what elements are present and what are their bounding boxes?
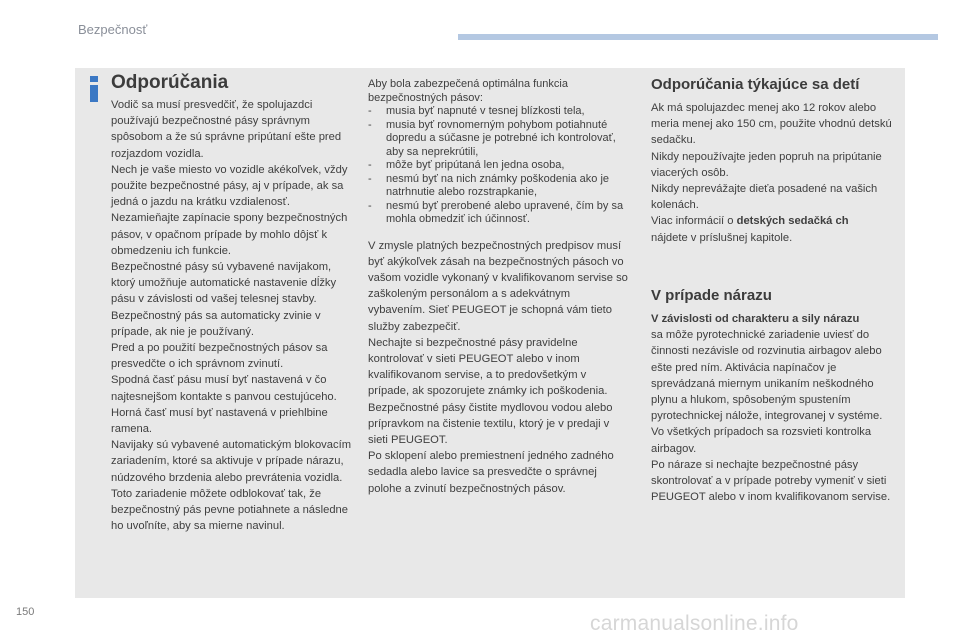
watermark: carmanualsonline.info (590, 612, 799, 635)
paragraph: Nikdy nepoužívajte jeden popruh na pripútanie viacerých osôb. (651, 150, 882, 179)
section-label: Bezpečnosť (78, 22, 148, 37)
paragraph: Bezpečnostné pásy čistite mydlovou vodou alebo prípravkom na čistenie textilu, ktorý je v predaji v sieti PEUGEOT. (368, 401, 613, 446)
list-item: - nesmú byť prerobené alebo upravené, čím by sa mohla obmedziť ich účinnosť. (368, 199, 624, 225)
paragraph: Vodič sa musí presvedčiť, že spolujazdci používajú bezpečnostné pásy správnym spôsobom a že sú správne pripútaní ešte pred rozjazdom vozidla. (111, 99, 342, 160)
header-accent-bar (458, 34, 938, 40)
recommendations-title: Odporúčania (111, 72, 229, 93)
paragraph: Po sklopení alebo premiestnení jedného zadného sedadla alebo lavice sa presvedčte o správnej polohe a zvinutí bezpečnostných pásov. (368, 450, 614, 495)
kids-column (651, 100, 901, 246)
paragraph: V zmysle platných bezpečnostných predpisov musí byť akýkoľvek zásah na bezpečnostných pásoch vo vašom vozidle vykonaný v kvalifikovanom servise so zaškoleným personálom a s adekvátnym vybavením. Sieť PEUGEOT je schopná vám tieto služby zabezpečiť. (368, 239, 628, 333)
paragraph: sa môže pyrotechnické zariadenie uviesť do činnosti nezávisle od rozvinutia airbagov alebo ešte pred ním. Aktivácia napínačov je sprevádzaná miernym unikaním neškodného plynu a hlukom, spôsobeným spustením pyrotechnickej nálože, integrovanej v systéme. (651, 329, 883, 423)
recommendations-column (111, 97, 356, 534)
belt-usage-column (368, 78, 630, 497)
paragraph: Vo všetkých prípadoch sa rozsvieti kontrolka airbagov. (651, 426, 872, 455)
reference-paragraph: Viac informácií o detských sedačká ch nájdete v príslušnej kapitole. (651, 215, 849, 244)
crash-title: V prípade nárazu (651, 287, 772, 304)
list-item: - musia byť napnuté v tesnej blízkosti tela, (368, 105, 585, 117)
paragraph: Spodná časť pásu musí byť nastavená v čo najtesnejšom kontakte s panvou cestujúceho. (111, 374, 337, 403)
paragraph: Pred a po použití bezpečnostných pásov sa presvedčte o ich správnom zvinutí. (111, 342, 328, 371)
crash-column (651, 311, 901, 505)
paragraph: Nechajte si bezpečnostné pásy pravidelne kontrolovať v sieti PEUGEOT alebo v inom kvalifikovanom servise, a to predovšetkým v prípade, ak spozorujete známky ich poškodenia. (368, 336, 608, 398)
paragraph: Ak má spolujazdec menej ako 12 rokov alebo meria menej ako 150 cm, použite vhodnú detskú sedačku. (651, 102, 892, 147)
list-item: - musia byť rovnomerným pohybom potiahnuté dopredu a súčasne je potrebné ich kontrolovať, aby sa neprekrútili, (368, 118, 616, 158)
paragraph: Bezpečnostné pásy sú vybavené navijakom, ktorý umožňuje automatické nastavenie dĺžky pásu v závislosti od vašej telesnej stavby. Bezpečnostný pás sa automaticky zvinie v prípade, ak nie je používaný. (111, 261, 337, 338)
paragraph: Horná časť musí byť nastavená v priehlbine ramena. (111, 406, 328, 436)
reference-link-text: detských sedačká ch (736, 215, 849, 228)
list-item: - môže byť pripútaná len jedna osoba, (368, 159, 565, 171)
paragraph: Navijaky sú vybavené automatickým blokovacím zariadením, ktoré sa aktivuje v prípade nárazu, núdzového brzdenia alebo prevrátenia vozidla. Toto zariadenie môžete odblokovať tak, že bezpečnostný pás pevne potiahnete a následne ho uvoľníte, aby sa mierne navinul. (111, 439, 352, 533)
kids-title: Odporúčania týkajúce sa detí (651, 76, 860, 93)
paragraph: Nezamieňajte zapínacie spony bezpečnostných pásov, v opačnom prípade by mohlo dôjsť k obmedzeniu ich funkcie. (111, 212, 348, 257)
intro-text: Aby bola zabezpečená optimálna funkcia bezpečnostných pásov: (368, 78, 568, 104)
page-number: 150 (16, 606, 35, 618)
info-icon (86, 76, 102, 102)
list-item: - nesmú byť na nich známky poškodenia ako je natrhnutie alebo rozstrapkanie, (368, 172, 610, 198)
paragraph: Po náraze si nechajte bezpečnostné pásy skontrolovať a v prípade potreby vymeniť v sieti PEUGEOT alebo v inom kvalifikovanom servise. (651, 458, 891, 504)
paragraph: Nech je vaše miesto vo vozidle akékoľvek, vždy použite bezpečnostné pásy, aj v prípade, ak sa jedná o jazdu na krátku vzdialenosť. (111, 163, 348, 209)
paragraph: Nikdy neprevážajte dieťa posadené na vašich kolenách. (651, 183, 878, 212)
crash-lead: V závislosti od charakteru a sily nárazu (651, 313, 860, 325)
